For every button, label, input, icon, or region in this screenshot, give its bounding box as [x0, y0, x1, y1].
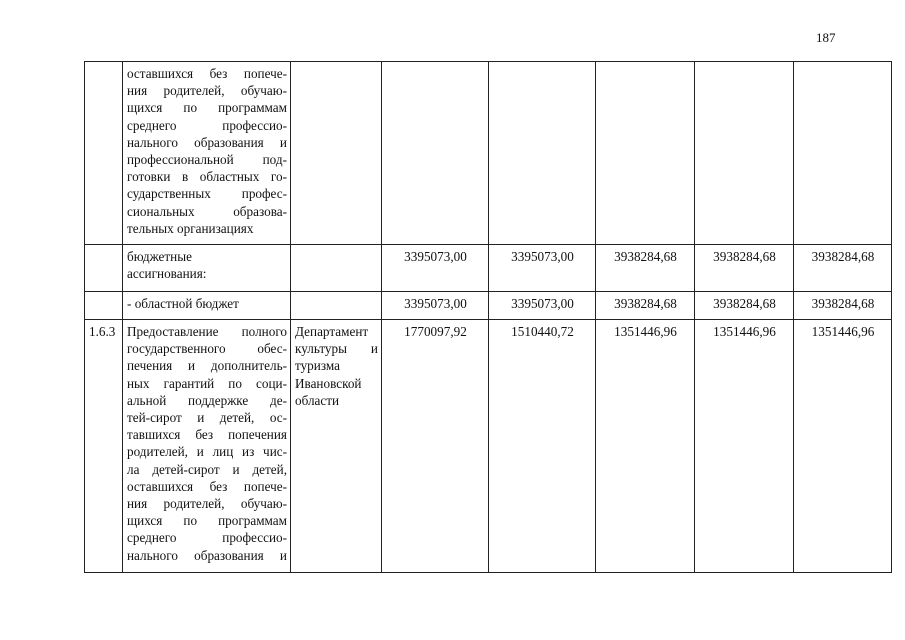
value-cell: 1351446,96 — [695, 320, 794, 573]
value-cell: 3395073,00 — [489, 292, 596, 320]
department-line: Департамент — [295, 324, 369, 339]
name-line: тавшихся без попечения — [127, 427, 287, 443]
row-number-cell — [85, 245, 123, 292]
name-line: тей-сирот и детей, ос- — [127, 410, 287, 426]
department-cell — [291, 245, 382, 292]
name-line: готовки в областных го- — [127, 169, 287, 185]
department-line: области — [295, 392, 340, 408]
department-line: культуры и — [295, 341, 378, 357]
name-line: сударственных профес- — [127, 186, 287, 202]
program-name-cell — [123, 292, 291, 320]
table-row — [85, 292, 892, 320]
name-line: нального образования и — [127, 547, 287, 563]
name-line: ла детей-сирот и детей, — [127, 461, 287, 477]
value-cell — [596, 62, 695, 245]
value-cell — [382, 62, 489, 245]
name-line: тельных организациях — [127, 220, 254, 236]
value-cell — [794, 62, 892, 245]
name-line: оставшихся без попече- — [127, 66, 287, 81]
value-cell: 3938284,68 — [794, 292, 892, 320]
name-line: щихся по программам — [127, 513, 287, 529]
name-line: - областной бюджет — [127, 296, 239, 311]
name-line: нального образования и — [127, 134, 287, 150]
value-cell — [489, 62, 596, 245]
row-number-cell — [85, 62, 123, 245]
value-cell: 3395073,00 — [382, 292, 489, 320]
value-cell: 1770097,92 — [382, 320, 489, 573]
name-line: государственного обес- — [127, 341, 287, 357]
value-cell: 3938284,68 — [695, 245, 794, 292]
department-cell — [291, 292, 382, 320]
name-line: сиональных образова- — [127, 203, 287, 219]
name-line: альной поддержке де- — [127, 392, 287, 408]
name-line: среднего профессио- — [127, 117, 287, 133]
row-number-cell: 1.6.3 — [85, 320, 123, 573]
row-number-cell — [85, 292, 123, 320]
table-row — [85, 320, 892, 573]
program-name-cell — [123, 320, 291, 573]
name-line: родителей, и лиц из чис- — [127, 444, 287, 460]
budget-table — [84, 61, 892, 573]
program-name-cell — [123, 245, 291, 292]
department-cell — [291, 62, 382, 245]
page-number: 187 — [816, 30, 836, 45]
value-cell: 1351446,96 — [794, 320, 892, 573]
name-line: ния родителей, обучаю- — [127, 83, 287, 99]
name-line: Предоставление полного — [127, 324, 287, 339]
table-row — [85, 245, 892, 292]
name-line: оставшихся без попече- — [127, 478, 287, 494]
value-cell: 3938284,68 — [596, 292, 695, 320]
name-line: печения и дополнитель- — [127, 358, 287, 374]
value-cell: 3395073,00 — [382, 245, 489, 292]
table-row — [85, 62, 892, 245]
value-cell — [695, 62, 794, 245]
name-line: профессиональной под- — [127, 152, 287, 168]
value-cell: 3938284,68 — [695, 292, 794, 320]
value-cell: 1351446,96 — [596, 320, 695, 573]
value-cell: 3395073,00 — [489, 245, 596, 292]
department-cell — [291, 320, 382, 573]
name-line: среднего профессио- — [127, 530, 287, 546]
value-cell: 1510440,72 — [489, 320, 596, 573]
department-line: Ивановской — [295, 375, 362, 391]
name-line: ных гарантий по соци- — [127, 375, 287, 391]
name-line: бюджетные — [127, 249, 192, 264]
department-line: туризма — [295, 358, 340, 374]
name-line: ния родителей, обучаю- — [127, 496, 287, 512]
name-line: щихся по программам — [127, 100, 287, 116]
program-name-cell — [123, 62, 291, 245]
value-cell: 3938284,68 — [794, 245, 892, 292]
value-cell: 3938284,68 — [596, 245, 695, 292]
name-line: ассигнования: — [127, 266, 207, 282]
